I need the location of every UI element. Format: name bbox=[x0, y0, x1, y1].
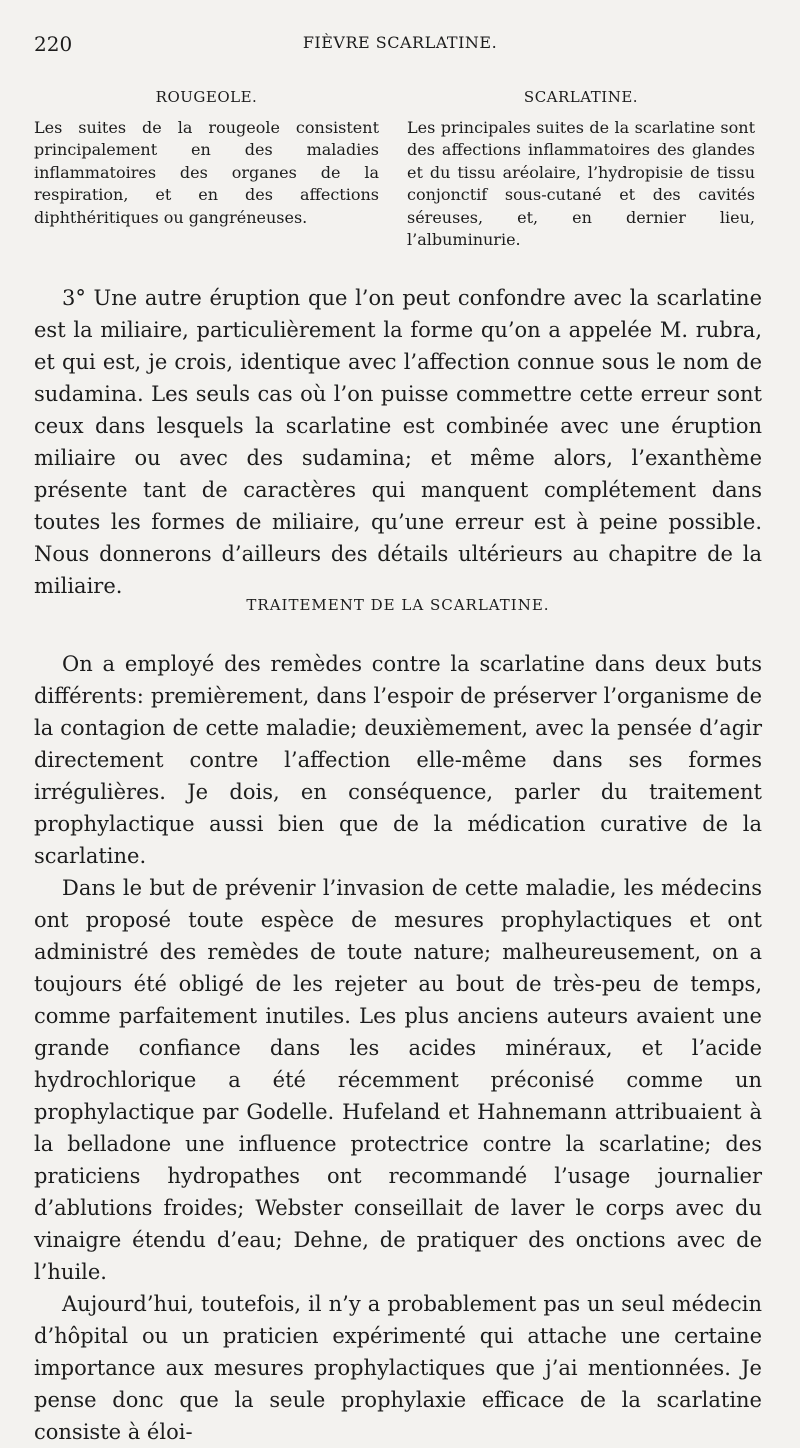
column-heading-rougeole: ROUGEOLE. bbox=[155, 88, 258, 106]
paragraph-miliaire: 3° Une autre éruption que l’on peut confondre avec la scarlatine est la miliaire, particulièrement la forme qu’on a appelée M. rubra, et qui est, je crois, identique avec l’affection connue sous le nom de sudamina. Les seuls cas où l’on puisse commettre cette erreur sont ceux dans lesquels la scarlatine est combinée avec une éruption miliaire ou avec des sudamina; et même alors, l’exanthème présente tant de caractères qui manquent complétement dans toutes les formes de miliaire, qu’une erreur est à peine possible. Nous donnerons d’ailleurs des détails ultérieurs au chapitre de la miliaire. bbox=[34, 286, 762, 598]
column-text-scarlatine: Les principales suites de la scarlatine sont des affections inflammatoires des glandes et du tissu aréolaire, l’hydropisie de tissu conjonctif sous-cutané et des cavités séreuses, et, en dernier lieu, l’albuminurie. bbox=[407, 117, 755, 249]
page-number: 220 bbox=[34, 32, 73, 56]
column-rougeole bbox=[34, 86, 379, 229]
page-header bbox=[34, 32, 766, 58]
paragraph-treatment-3: Aujourd’hui, toutefois, il n’y a probablement pas un seul médecin d’hôpital ou un praticien expérimenté qui attache une certaine importance aux mesures prophylactiques que j’ai mentionnées. Je pense donc que la seule prophylaxie efficace de la scarlatine consiste à éloi- bbox=[34, 1292, 762, 1444]
column-text-rougeole: Les suites de la rougeole consistent principalement en des maladies inflammatoires des organes de la respiration, et en des affections diphthéritiques ou gangréneuses. bbox=[34, 117, 379, 227]
paragraph-treatment-1: On a employé des remèdes contre la scarlatine dans deux buts différents: premièrement, dans l’espoir de préserver l’organisme de la contagion de cette maladie; deuxièmement, avec la pensée d’agir directement contre l’affection elle-même dans ses formes irrégulières. Je dois, en conséquence, parler du traitement prophylactique aussi bien que de la médication curative de la scarlatine. bbox=[34, 652, 762, 868]
treatment-text bbox=[34, 648, 762, 1448]
paragraph-treatment-2: Dans le but de prévenir l’invasion de cette maladie, les médecins ont proposé toute espèce de mesures prophylactiques et ont administré des remèdes de toute nature; malheureusement, on a toujours été obligé de les rejeter au bout de très-peu de temps, comme parfaitement inutiles. Les plus anciens auteurs avaient une grande confiance dans les acides minéraux, et l’acide hydrochlorique a été récemment préconisé comme un prophylactique par Godelle. Hufeland et Hahnemann attribuaient à la belladone une influence protectrice contre la scarlatine; des praticiens hydropathes ont recommandé l’usage journalier d’ablutions froides; Webster conseillait de laver le corps avec du vinaigre étendu d’eau; Dehne, de pratiquer des onctions avec de l’huile. bbox=[34, 876, 762, 1284]
running-title: FIÈVRE SCARLATINE. bbox=[302, 33, 498, 52]
column-scarlatine bbox=[407, 86, 755, 252]
section-title: TRAITEMENT DE LA SCARLATINE. bbox=[246, 596, 550, 614]
column-heading-scarlatine: SCARLATINE. bbox=[523, 88, 639, 106]
